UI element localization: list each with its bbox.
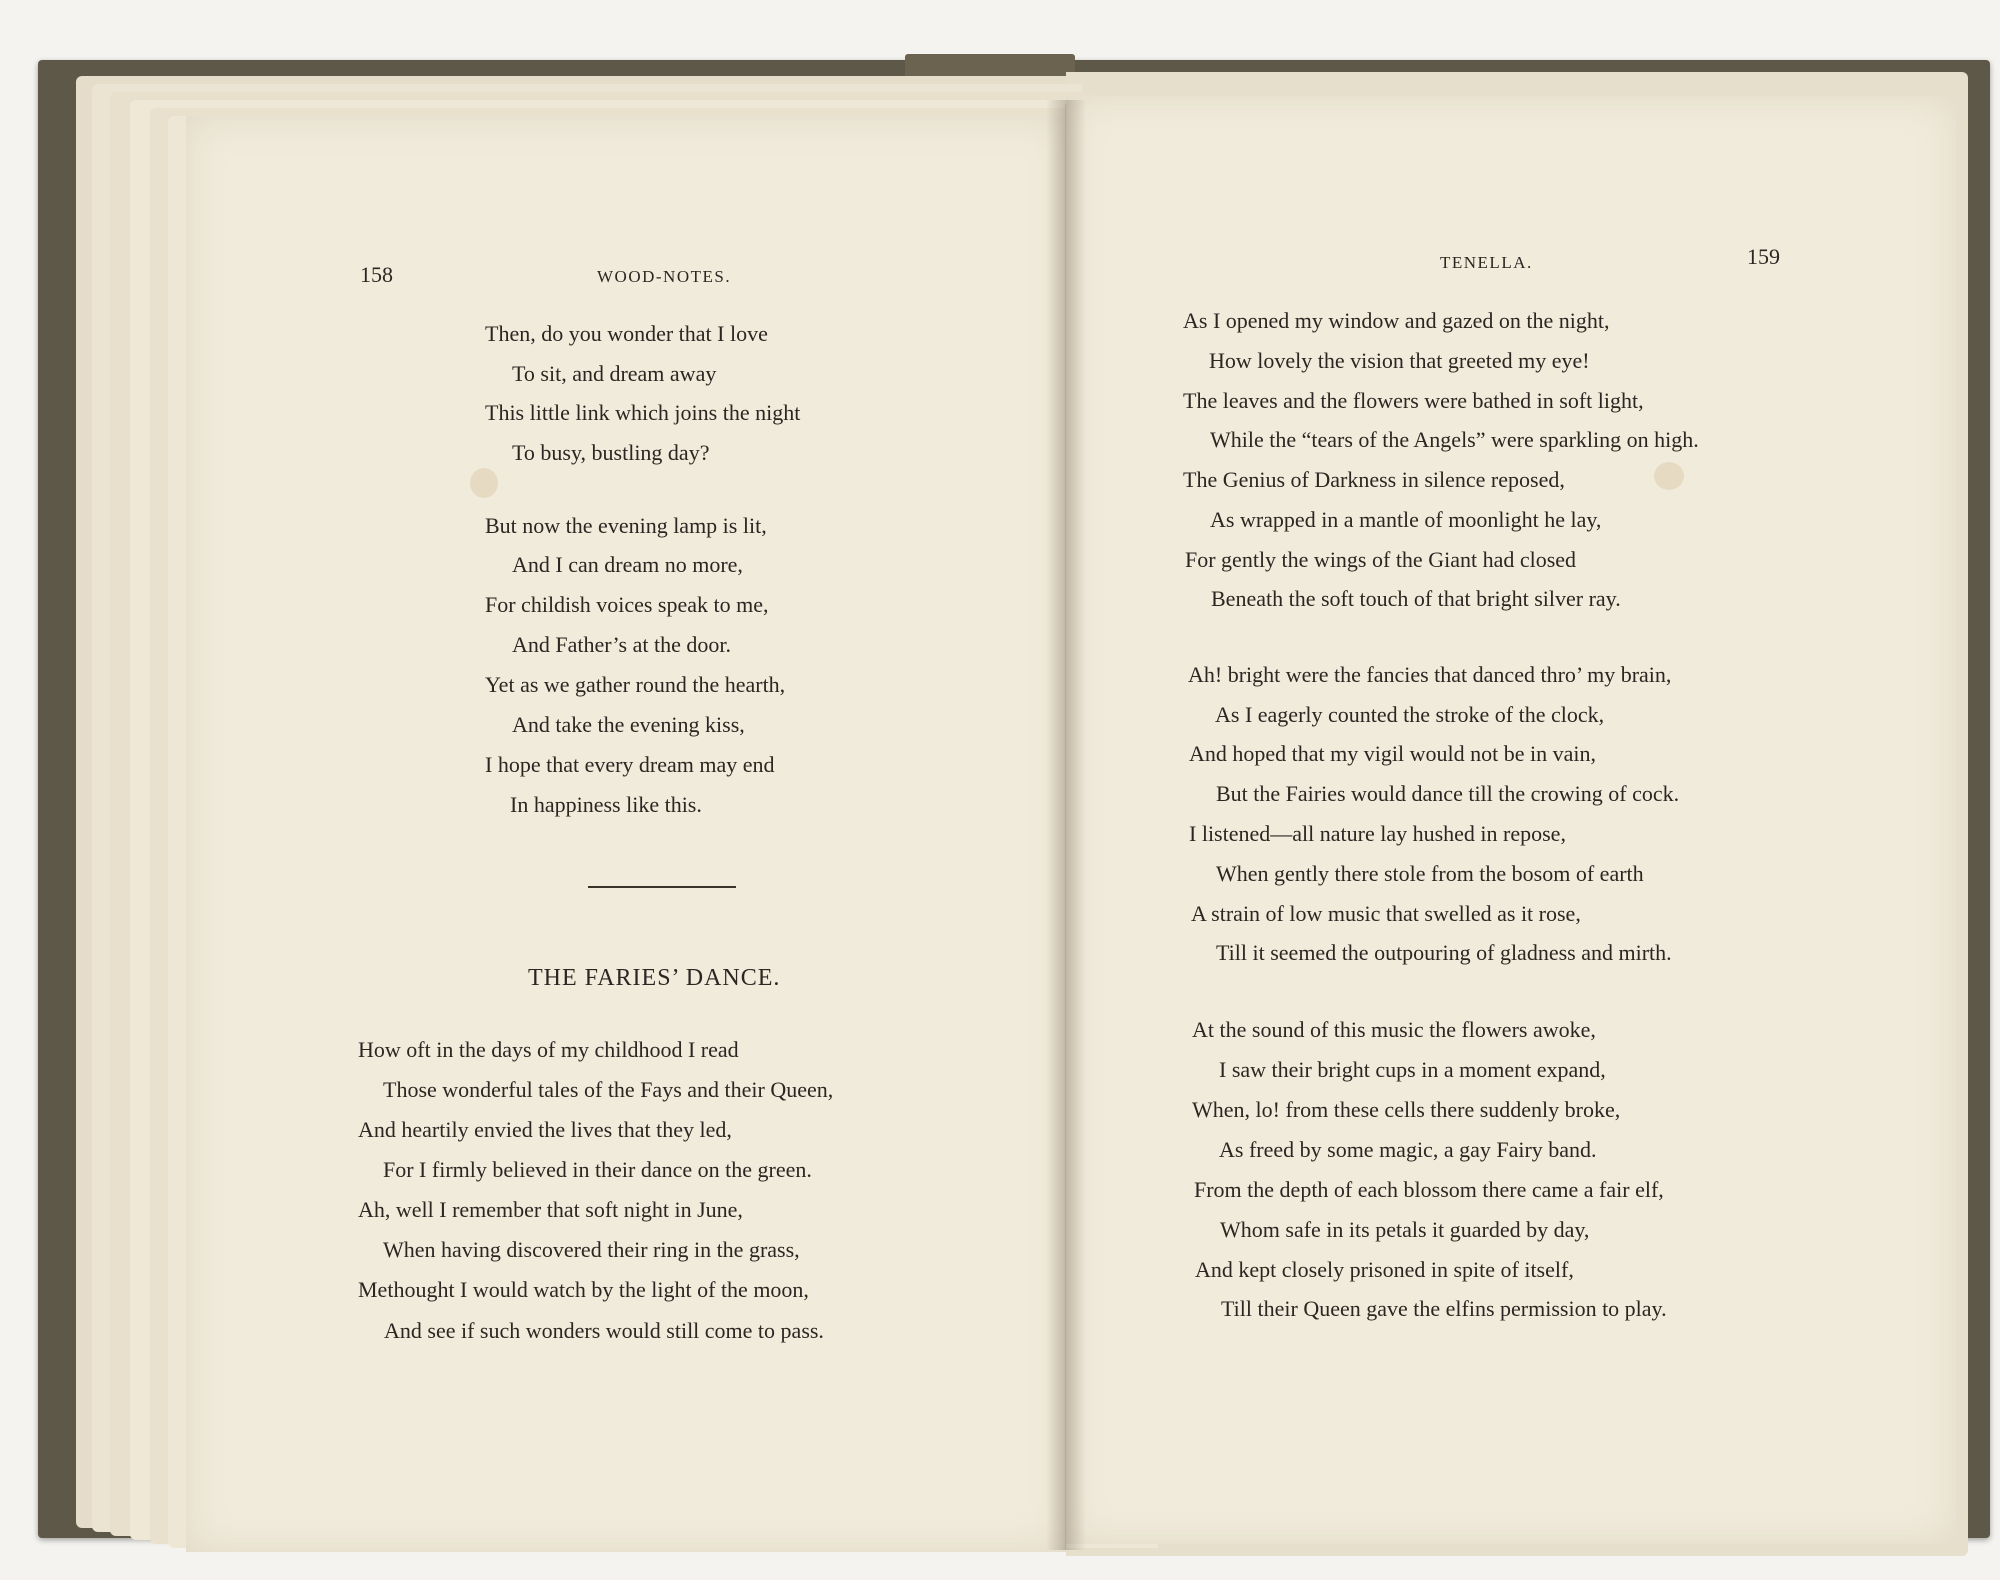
verse-line: And Father’s at the door. bbox=[512, 632, 731, 657]
verse-line: Those wonderful tales of the Fays and their Queen, bbox=[383, 1077, 834, 1102]
verse-line: And kept closely prisoned in spite of itself, bbox=[1195, 1257, 1574, 1282]
verse-line: Whom safe in its petals it guarded by day, bbox=[1220, 1217, 1590, 1242]
verse-line: And hoped that my vigil would not be in vain, bbox=[1189, 741, 1596, 766]
section-divider bbox=[588, 886, 736, 888]
verse-line: The leaves and the flowers were bathed in soft light, bbox=[1183, 388, 1644, 413]
verse-line: A strain of low music that swelled as it rose, bbox=[1191, 901, 1581, 926]
verse-line: Till it seemed the outpouring of gladness and mirth. bbox=[1216, 940, 1672, 965]
verse-line: When having discovered their ring in the grass, bbox=[383, 1237, 800, 1262]
verse-line: When, lo! from these cells there suddenly broke, bbox=[1192, 1097, 1621, 1122]
verse-line: When gently there stole from the bosom of earth bbox=[1216, 861, 1644, 886]
verse-line: In happiness like this. bbox=[510, 792, 702, 817]
verse-line: At the sound of this music the flowers awoke, bbox=[1192, 1017, 1596, 1042]
verse-line: As I eagerly counted the stroke of the clock, bbox=[1215, 702, 1605, 727]
paper-stain bbox=[470, 468, 498, 498]
verse-line: For childish voices speak to me, bbox=[485, 592, 769, 617]
running-head-left: WOOD-NOTES. bbox=[597, 267, 732, 286]
verse-line: And heartily envied the lives that they led, bbox=[358, 1117, 732, 1142]
verse-line: For I firmly believed in their dance on the green. bbox=[383, 1157, 812, 1182]
verse-line: And take the evening kiss, bbox=[512, 712, 745, 737]
paper-stain bbox=[1654, 462, 1684, 490]
running-head-right: TENELLA. bbox=[1440, 253, 1533, 272]
verse-line: While the “tears of the Angels” were sparkling on high. bbox=[1210, 427, 1699, 452]
verse-line: For gently the wings of the Giant had closed bbox=[1185, 547, 1577, 572]
verse-line: As wrapped in a mantle of moonlight he lay, bbox=[1210, 507, 1602, 532]
verse-line: But the Fairies would dance till the crowing of cock. bbox=[1216, 781, 1680, 806]
verse-line: Ah! bright were the fancies that danced thro’ my brain, bbox=[1188, 662, 1672, 687]
verse-line: Till their Queen gave the elfins permission to play. bbox=[1221, 1296, 1667, 1321]
verse-line: Beneath the soft touch of that bright silver ray. bbox=[1211, 586, 1621, 611]
book-gutter bbox=[1046, 100, 1086, 1550]
verse-line: And I can dream no more, bbox=[512, 552, 743, 577]
verse-line: I hope that every dream may end bbox=[485, 752, 775, 777]
verse-line: And see if such wonders would still come to pass. bbox=[384, 1318, 824, 1343]
verse-line: Yet as we gather round the hearth, bbox=[485, 672, 786, 697]
verse-line: I listened—all nature lay hushed in repose, bbox=[1189, 821, 1566, 846]
verse-line: As freed by some magic, a gay Fairy band. bbox=[1219, 1137, 1597, 1162]
verse-line: How lovely the vision that greeted my eye! bbox=[1209, 348, 1590, 373]
verse-line: Methought I would watch by the light of the moon, bbox=[358, 1277, 809, 1302]
verse-line: This little link which joins the night bbox=[485, 400, 801, 425]
verse-line: From the depth of each blossom there came a fair elf, bbox=[1194, 1177, 1664, 1202]
verse-line: To sit, and dream away bbox=[512, 361, 717, 386]
book-gutter-fold bbox=[1065, 104, 1066, 1550]
verse-line: As I opened my window and gazed on the night, bbox=[1183, 308, 1610, 333]
page-number-left: 158 bbox=[360, 262, 393, 287]
verse-line: To busy, bustling day? bbox=[512, 440, 710, 465]
verse-line: The Genius of Darkness in silence reposed, bbox=[1183, 467, 1565, 492]
page-number-right: 159 bbox=[1747, 244, 1780, 269]
verse-line: Ah, well I remember that soft night in June, bbox=[358, 1197, 743, 1222]
verse-line: I saw their bright cups in a moment expand, bbox=[1219, 1057, 1606, 1082]
poem-title: THE FARIES’ DANCE. bbox=[528, 965, 781, 991]
verse-line: Then, do you wonder that I love bbox=[485, 321, 768, 346]
verse-line: But now the evening lamp is lit, bbox=[485, 513, 767, 538]
verse-line: How oft in the days of my childhood I read bbox=[358, 1037, 739, 1062]
